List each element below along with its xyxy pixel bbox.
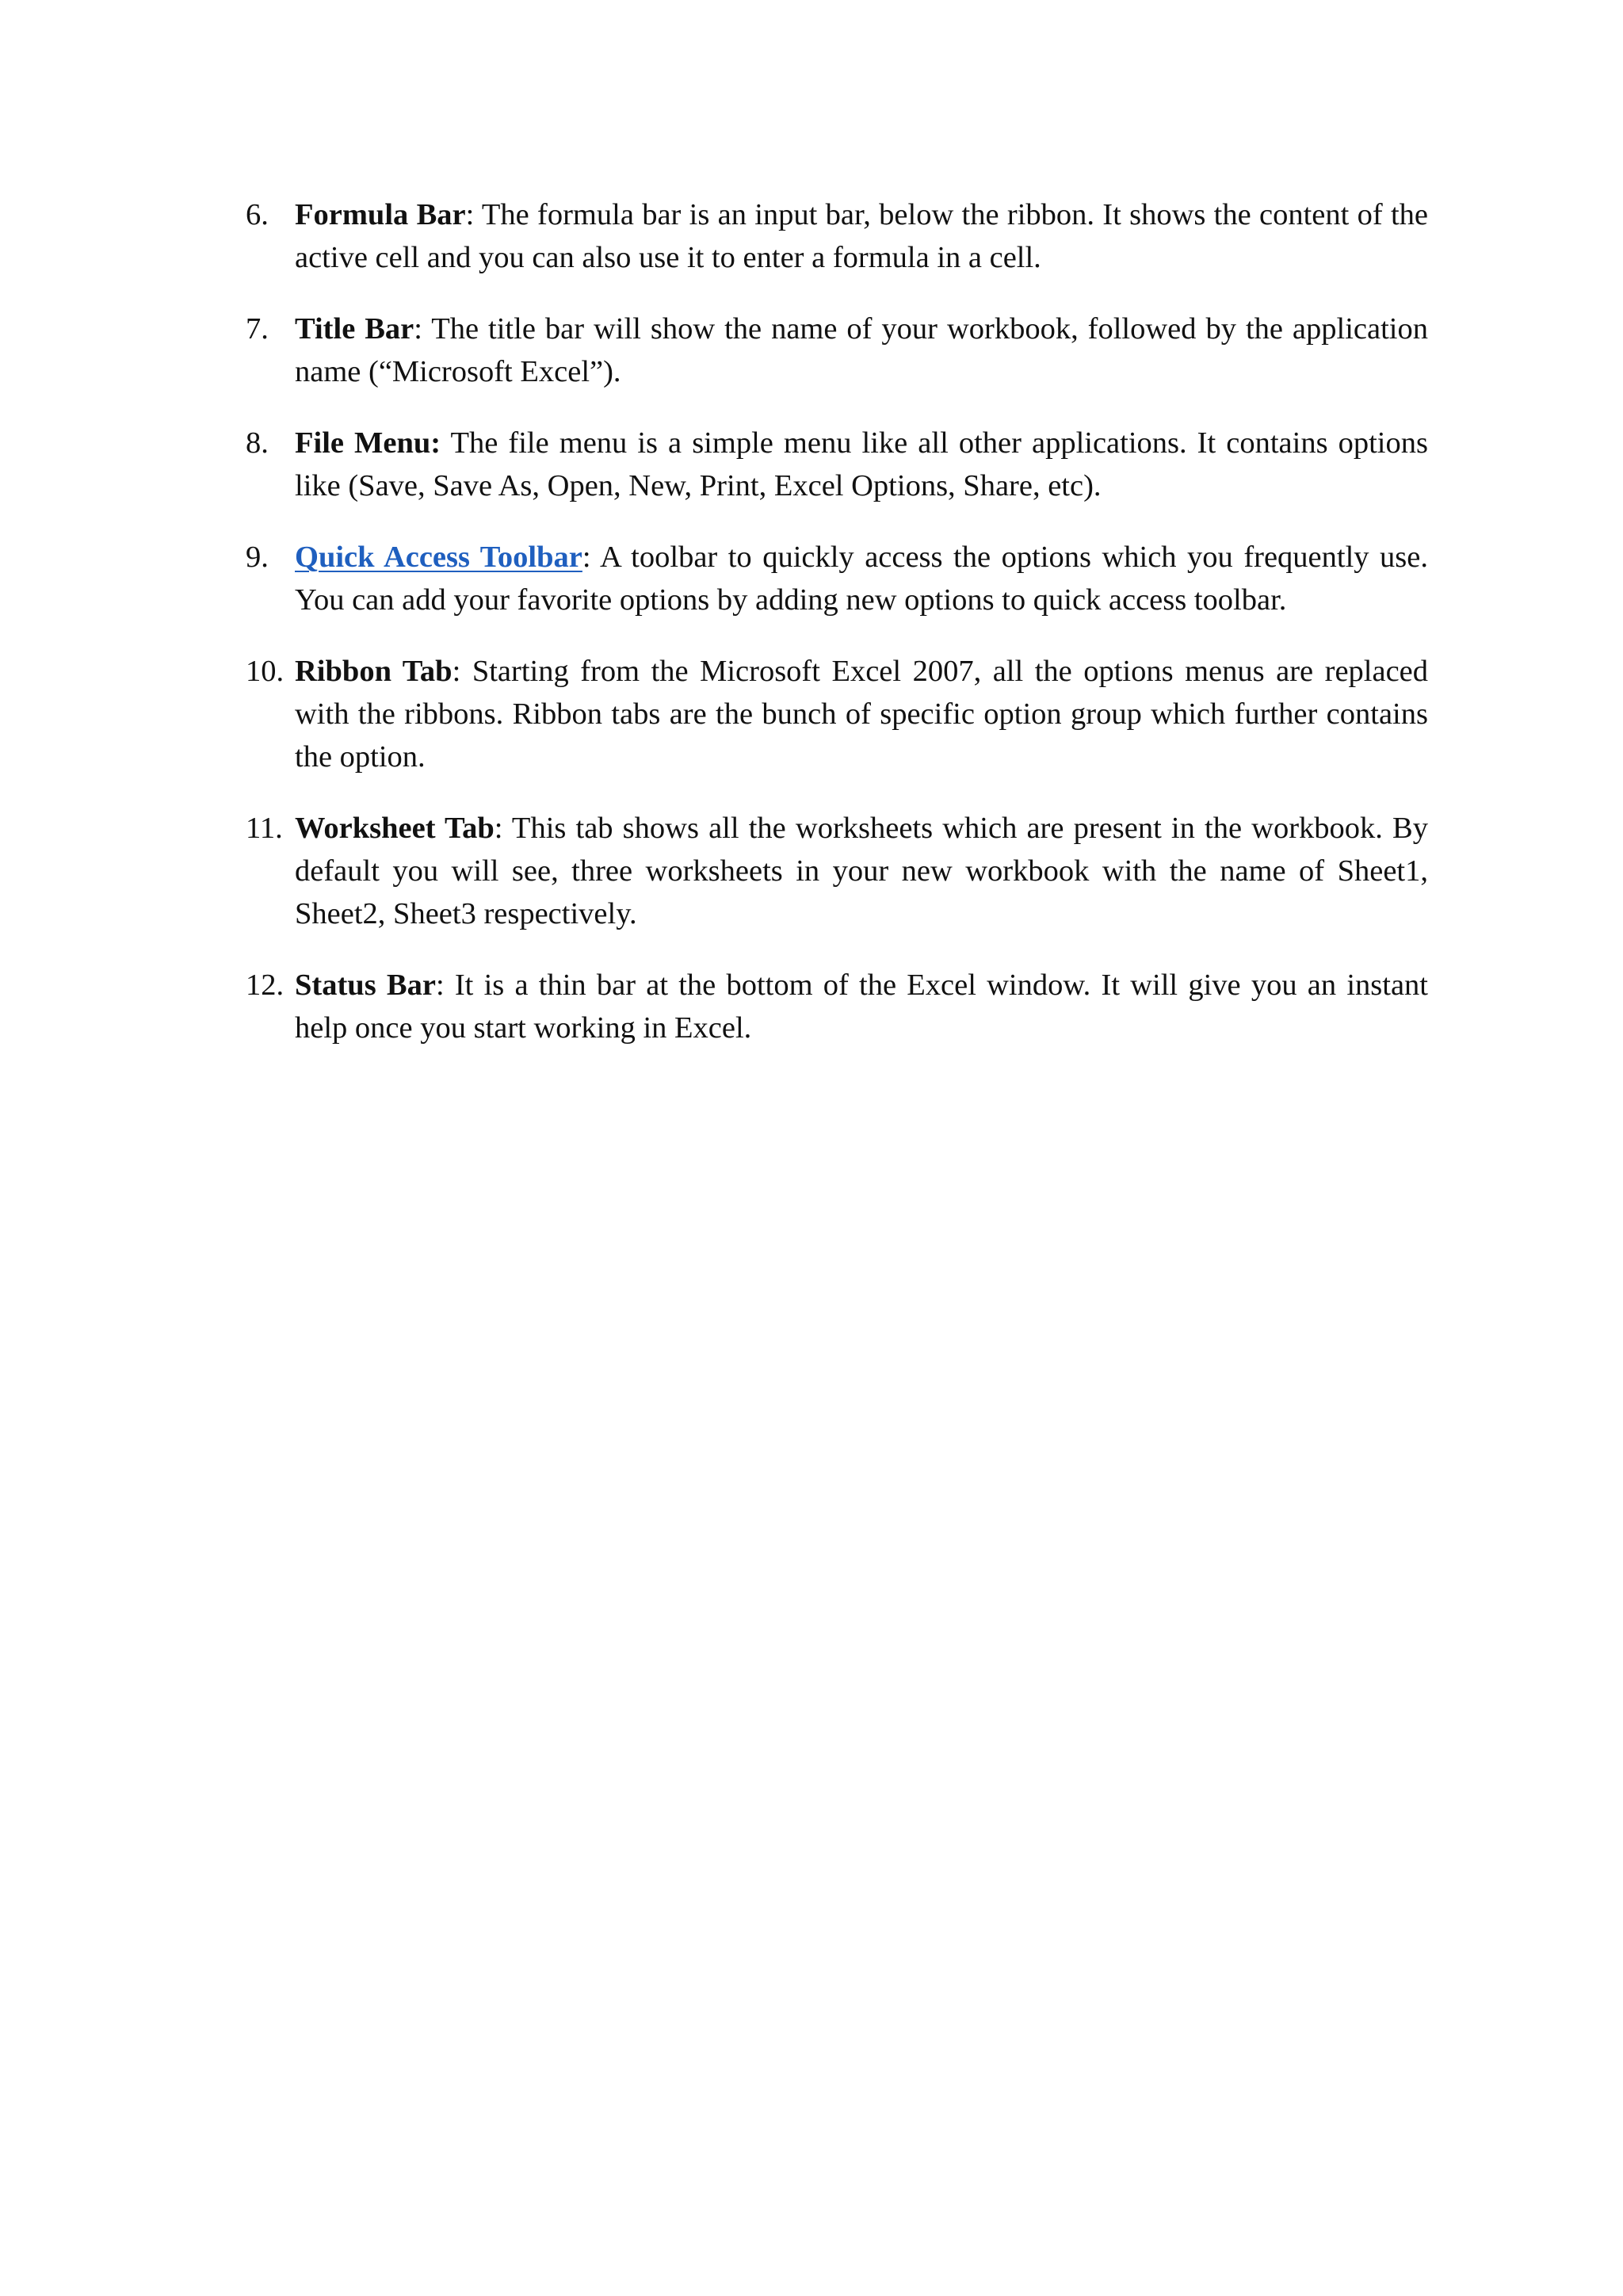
item-term: Status Bar — [295, 968, 436, 1002]
item-separator: : — [452, 655, 461, 688]
item-separator: : — [582, 541, 591, 574]
item-description: The title bar will show the name of your workbook, followed by the application name (“Microsoft Excel”). — [295, 312, 1428, 388]
list-item-formula-bar — [246, 193, 1428, 279]
item-term: Ribbon Tab — [295, 655, 453, 688]
item-separator: : — [465, 198, 475, 231]
list-item-quick-access-toolbar — [246, 536, 1428, 621]
item-separator: : — [435, 968, 445, 1002]
item-number: 9. — [246, 541, 269, 574]
item-number: 6. — [246, 198, 269, 231]
item-description: It is a thin bar at the bottom of the Excel window. It will give you an instant help once you start working in Excel. — [295, 968, 1428, 1045]
item-separator: : — [414, 312, 422, 346]
list-item-title-bar — [246, 308, 1428, 393]
item-number: 7. — [246, 312, 269, 346]
list-item-status-bar — [246, 964, 1428, 1049]
item-term: File Menu: — [295, 426, 441, 460]
item-number: 12. — [246, 968, 285, 1002]
list-item-ribbon-tab — [246, 650, 1428, 778]
item-term: Formula Bar — [295, 198, 466, 231]
item-separator: : — [494, 812, 503, 845]
item-description: Starting from the Microsoft Excel 2007, all the options menus are replaced with the ribbons. Ribbon tabs are the bunch of specific option group which further contains the option. — [295, 655, 1428, 774]
list-item-file-menu — [246, 422, 1428, 507]
item-description: A toolbar to quickly access the options which you frequently use. You can add your favorite options by adding new options to quick access toolbar. — [295, 541, 1428, 617]
item-number: 10. — [246, 655, 285, 688]
item-description: The formula bar is an input bar, below the ribbon. It shows the content of the active cell and you can also use it to enter a formula in a cell. — [295, 198, 1428, 274]
item-description: The file menu is a simple menu like all other applications. It contains options like (Save, Save As, Open, New, Print, Excel Options, Share, etc). — [295, 426, 1428, 502]
quick-access-toolbar-link[interactable]: Quick Access Toolbar — [295, 541, 582, 574]
list-item-worksheet-tab — [246, 807, 1428, 935]
excel-interface-parts-list — [246, 193, 1428, 1078]
item-term: Worksheet Tab — [295, 812, 495, 845]
item-description: This tab shows all the worksheets which are present in the workbook. By default you will see, three worksheets in your new workbook with the name of Sheet1, Sheet2, Sheet3 respectively. — [295, 812, 1428, 930]
item-term: Title Bar — [295, 312, 414, 346]
item-number: 11. — [246, 812, 283, 845]
item-number: 8. — [246, 426, 269, 460]
